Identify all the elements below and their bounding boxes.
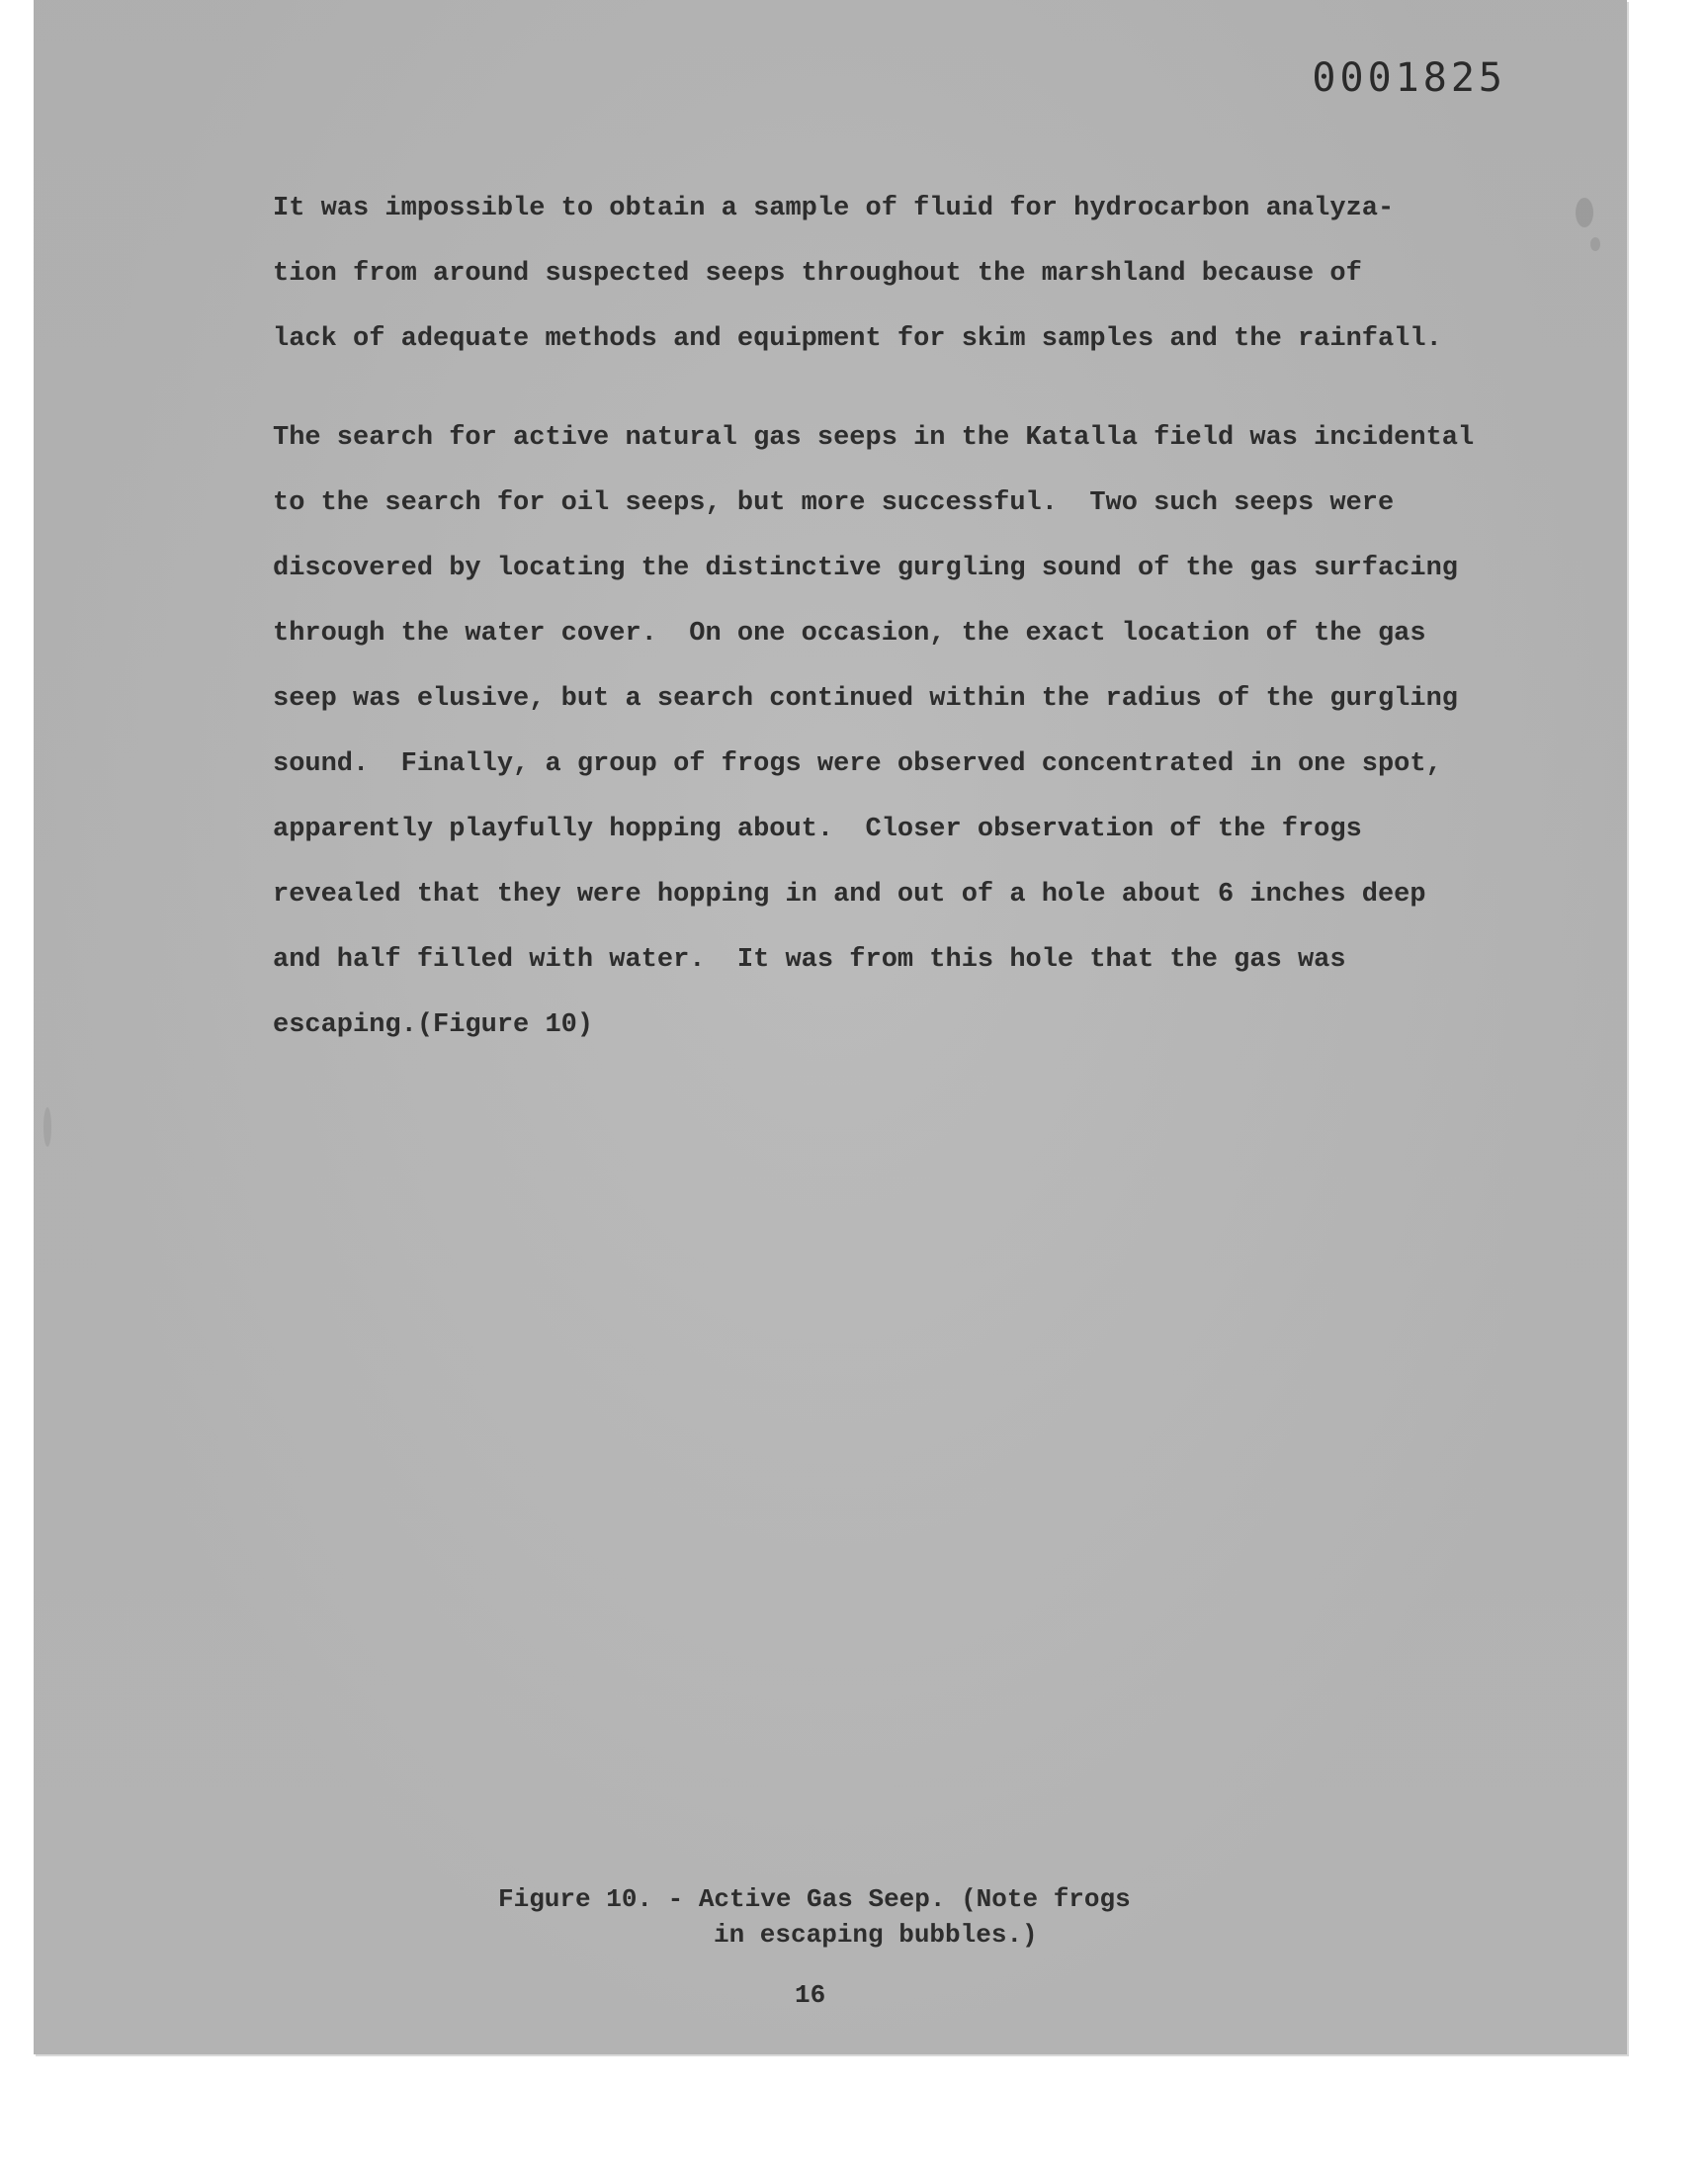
text-line: tion from around suspected seeps throughout the marshland because of — [273, 259, 1362, 289]
page-number: 16 — [795, 1980, 826, 2010]
text-line: and half filled with water. It was from this hole that the gas was — [273, 945, 1346, 975]
paragraph-1 — [273, 176, 1558, 372]
caption-line-2: in escaping bubbles.) — [714, 1920, 1038, 1950]
scan-speck — [1590, 237, 1600, 251]
text-line: discovered by locating the distinctive gurgling sound of the gas surfacing — [273, 554, 1458, 583]
text-line: lack of adequate methods and equipment for skim samples and the rainfall. — [273, 324, 1442, 354]
paragraph-2 — [273, 405, 1558, 1058]
text-line: sound. Finally, a group of frogs were observed concentrated in one spot, — [273, 749, 1442, 779]
text-line: apparently playfully hopping about. Closer observation of the frogs — [273, 815, 1362, 844]
caption-line-1: Figure 10. - Active Gas Seep. (Note frogs — [498, 1884, 1131, 1914]
scan-speck — [1576, 198, 1593, 227]
text-line: The search for active natural gas seeps in the Katalla field was incidental — [273, 423, 1475, 453]
text-line: seep was elusive, but a search continued within the radius of the gurgling — [273, 684, 1458, 714]
text-line: revealed that they were hopping in and out of a hole about 6 inches deep — [273, 880, 1426, 910]
text-line: to the search for oil seeps, but more successful. Two such seeps were — [273, 488, 1395, 518]
text-line: It was impossible to obtain a sample of fluid for hydrocarbon analyza- — [273, 194, 1395, 223]
document-page — [34, 0, 1627, 2054]
scan-speck — [43, 1107, 51, 1147]
body-text — [273, 176, 1558, 1058]
document-number: 0001825 — [1312, 55, 1506, 101]
text-line: through the water cover. On one occasion, the exact location of the gas — [273, 619, 1426, 649]
figure-caption — [498, 1881, 1388, 1953]
text-line: escaping.(Figure 10) — [273, 1010, 594, 1040]
